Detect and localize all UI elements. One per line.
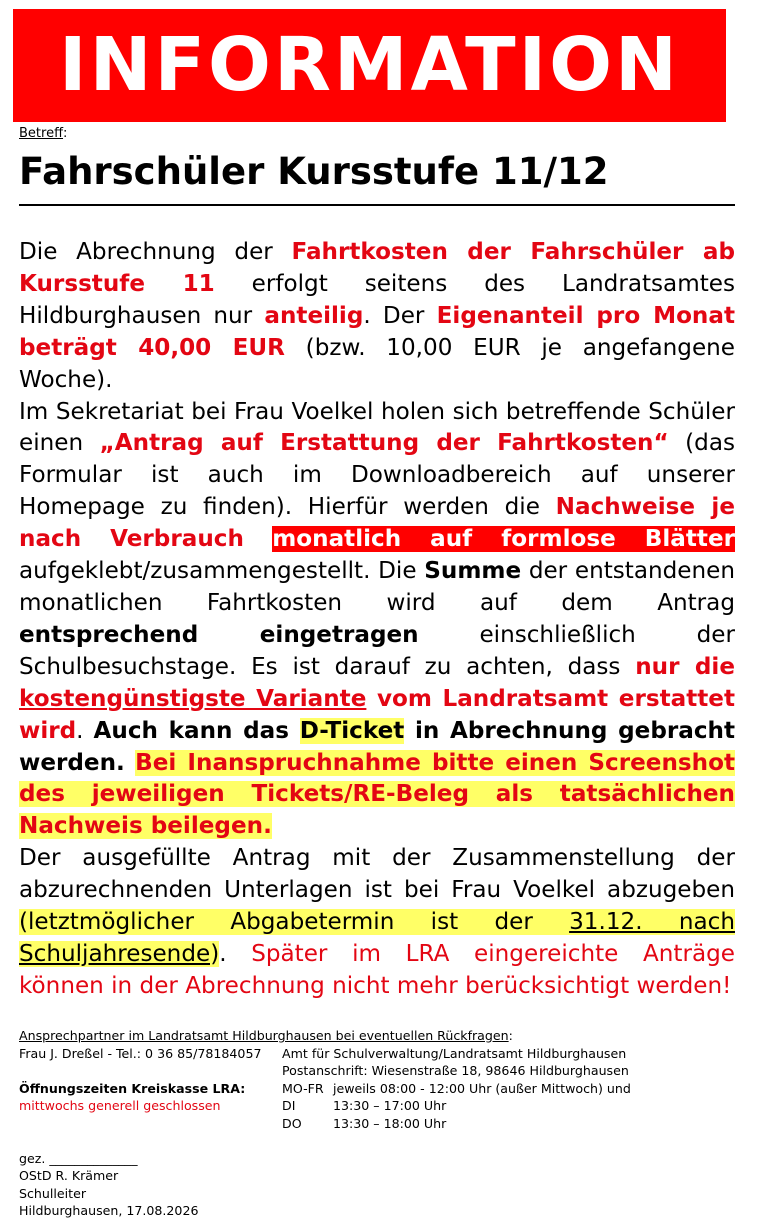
emphasis-sum: Summe <box>424 558 522 585</box>
highlight-monthly-sheets: monatlich auf formlose Blätter <box>272 526 736 553</box>
paragraph-submission <box>19 843 735 1003</box>
signature-line: gez. ______________ <box>19 1150 138 1166</box>
highlight-deadline-close: ) <box>210 940 220 967</box>
contact-person: Frau J. Dreßel - Tel.: 0 36 85/78184057 <box>19 1045 262 1061</box>
text-span: . Der <box>363 302 437 329</box>
emphasis-travel-costs: Fahrtkosten der Fahrschüler ab Kursstufe 11 <box>19 239 735 297</box>
text-span: aufgeklebt/zusammengestellt. Die <box>19 558 425 585</box>
hours-row-1 <box>19 1080 735 1098</box>
signer-role: Schulleiter <box>19 1185 86 1201</box>
footer-info <box>19 1027 735 1220</box>
hours-row-3 <box>19 1115 735 1133</box>
subject-label-text: Betreff <box>19 126 64 141</box>
subject-label <box>19 126 67 141</box>
office-name: Amt für Schulverwaltung/Landratsamt Hildburghausen <box>282 1045 627 1061</box>
text-span: einschließlich der Schulbesuchstage. Es ist darauf zu achten, dass <box>19 621 735 680</box>
place-date: Hildburghausen, 17.08.2026 <box>19 1203 199 1218</box>
highlight-d-ticket: D-Ticket <box>299 717 405 744</box>
text-span <box>125 750 135 776</box>
hours-day: MO-FR <box>282 1080 324 1096</box>
paragraph-cost-sharing <box>19 237 735 397</box>
hours-heading: Öffnungszeiten Kreiskasse LRA: <box>19 1080 246 1096</box>
emphasis-also: Auch kann das <box>93 717 300 744</box>
postal-address: Postanschrift: Wiesenstraße 18, 98646 Hildburghausen <box>282 1063 629 1078</box>
hours-time: 13:30 – 18:00 Uhr <box>333 1115 447 1131</box>
text-span: (das Formular ist auch im Downloadbereich auf unserer Homepage zu finden). Hierfür werden die <box>19 430 736 521</box>
text-span: (bzw. 10,00 EUR je angefangene Woche). <box>19 334 735 393</box>
emphasis-own-share: Eigenanteil pro Monat beträgt 40,00 EUR <box>19 302 735 361</box>
hours-day: DO <box>282 1115 302 1131</box>
subject-label-colon: : <box>63 126 68 141</box>
warning-late-submissions: Später im LRA eingereichte Anträge können in der Abrechnung nicht mehr berücksichtigt werden! <box>19 940 735 999</box>
text-span: . <box>76 717 94 744</box>
contact-heading-colon: : <box>508 1028 513 1043</box>
emphasis-cheapest-variant: kostengünstigste Variante <box>19 685 367 712</box>
body-text <box>19 237 735 1003</box>
address-row <box>19 1062 735 1080</box>
text-span: Im Sekretariat bei Frau Voelkel holen sich betreffende Schüler einen <box>19 398 735 457</box>
emphasis-entered: entsprechend eingetragen <box>19 621 419 648</box>
contact-row <box>19 1045 735 1063</box>
text-span: Der ausgefüllte Antrag mit der Zusammenstellung der abzurechnenden Unterlagen ist bei Frau Voelkel abzugeben <box>19 845 735 904</box>
contact-heading: Ansprechpartner im Landratsamt Hildburghausen bei eventuellen Rückfragen <box>19 1028 509 1043</box>
text-span: . <box>219 940 252 967</box>
hours-row-2 <box>19 1097 735 1115</box>
text-span: erfolgt seitens des Landratsamtes Hildburghausen nur <box>19 270 735 329</box>
text-span: Die Abrechnung der <box>19 239 292 265</box>
emphasis-proofs: Nachweise je nach Verbrauch <box>19 494 736 553</box>
text-span <box>244 526 272 552</box>
emphasis-billing: in Abrechnung gebracht werden. <box>19 717 735 776</box>
hours-time: jeweils 08:00 - 12:00 Uhr (außer Mittwoch) und <box>333 1080 631 1096</box>
hours-note: mittwochs generell geschlossen <box>19 1098 221 1113</box>
highlight-deadline-date: 31.12. nach Schuljahresende <box>19 909 735 967</box>
highlight-deadline: (letztmöglicher Abgabetermin ist der <box>19 909 570 936</box>
emphasis-reimbursed: vom Landratsamt erstattet wird <box>19 685 735 744</box>
hours-day: DI <box>282 1098 296 1113</box>
hours-time: 13:30 – 17:00 Uhr <box>333 1098 447 1113</box>
signer-name: OStD R. Krämer <box>19 1168 119 1183</box>
highlight-screenshot-note: Bei Inanspruchnahme bitte einen Screenshot des jeweiligen Tickets/RE-Beleg als tatsächlichen Nachweis beilegen. <box>19 749 735 840</box>
contact-heading-row <box>19 1027 735 1045</box>
information-banner: INFORMATION <box>13 9 726 122</box>
emphasis-partial: anteilig <box>264 302 364 329</box>
paragraph-application <box>19 397 735 844</box>
text-span: der entstandenen monatlichen Fahrtkosten wird auf dem Antrag <box>19 558 735 616</box>
spacer-row <box>19 1132 735 1150</box>
emphasis-only: nur die <box>635 653 735 680</box>
emphasis-application-form: „Antrag auf Erstattung der Fahrtkosten“ <box>99 430 669 457</box>
subject-title: Fahrschüler Kursstufe 11/12 <box>19 146 735 206</box>
